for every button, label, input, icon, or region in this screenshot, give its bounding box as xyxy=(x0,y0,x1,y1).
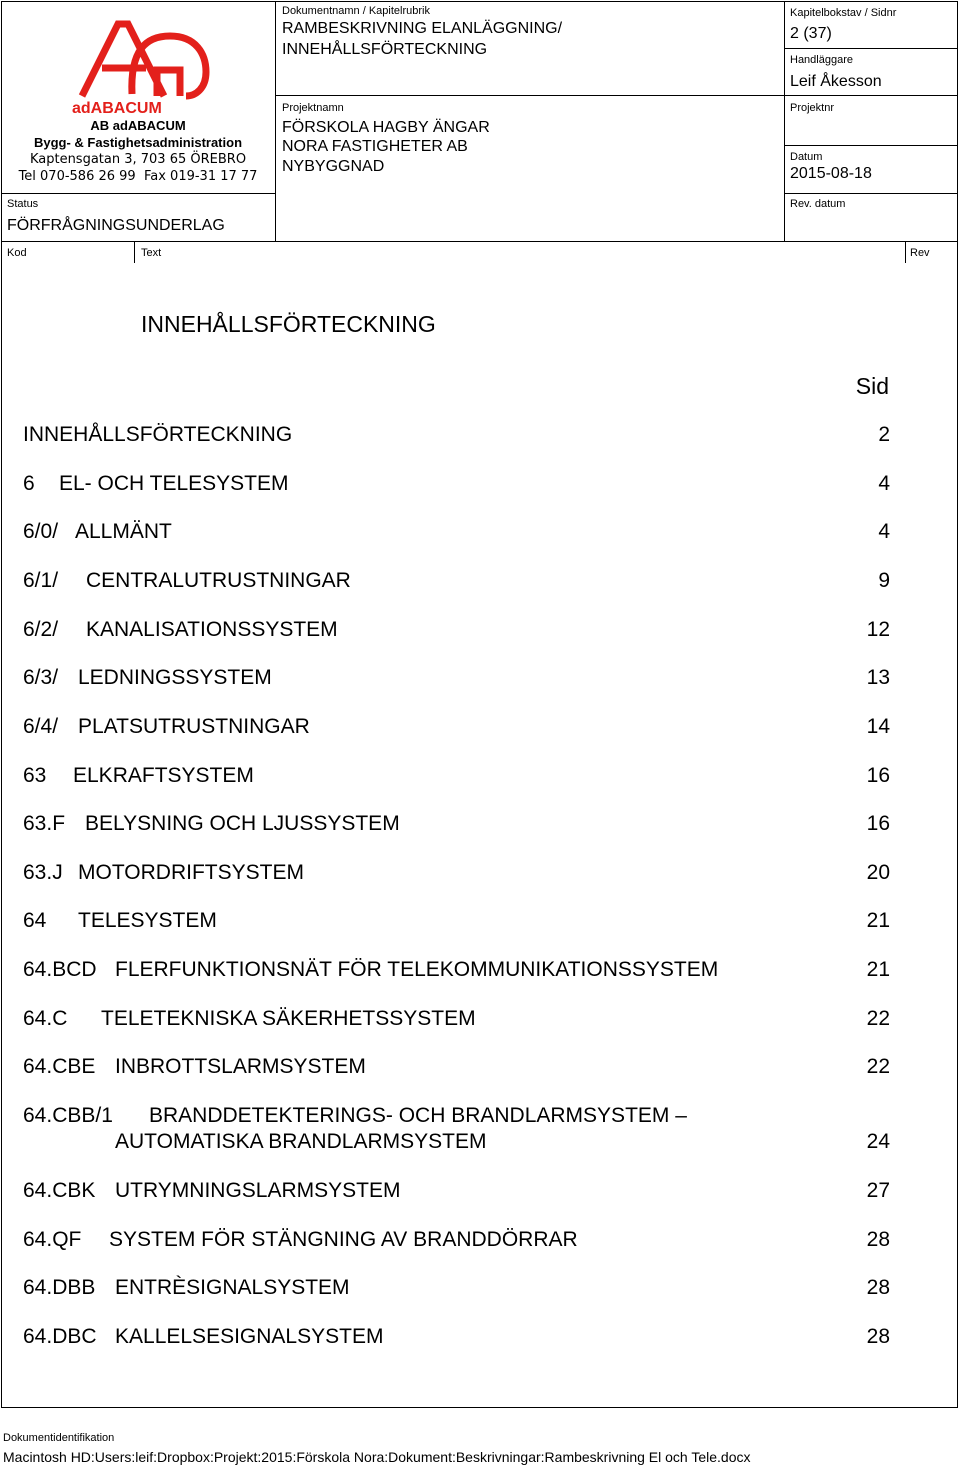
column-rev: Rev xyxy=(910,247,930,259)
date-label: Datum xyxy=(790,151,823,163)
toc-entry-code: 64.C xyxy=(23,1007,68,1030)
toc-entry[interactable] xyxy=(23,1276,890,1300)
divider xyxy=(784,145,958,146)
toc-entry-page: 9 xyxy=(878,569,890,592)
toc-entry-code: 6/1/ xyxy=(23,569,59,592)
toc-entry-code: 64.CBE xyxy=(23,1055,96,1078)
toc-entry-code: 6/4/ xyxy=(23,715,59,738)
toc-entry-code: 64.DBC xyxy=(23,1325,97,1348)
toc-entry-title: FLERFUNKTIONSNÄT FÖR TELEKOMMUNIKATIONSSYSTEM xyxy=(115,958,719,981)
toc-entry-code: 64.DBB xyxy=(23,1276,96,1299)
toc-entry-title: PLATSUTRUSTNINGAR xyxy=(78,715,310,738)
logo-text: adABACUM xyxy=(72,100,162,117)
toc-entry-code: 64.CBB/1 xyxy=(23,1104,113,1127)
toc-entry-title: BELYSNING OCH LJUSSYSTEM xyxy=(85,812,400,835)
project-number-label: Projektnr xyxy=(790,102,835,114)
toc-entry-page: 22 xyxy=(866,1055,890,1078)
handler-label: Handläggare xyxy=(790,54,853,66)
toc-entry-page: 27 xyxy=(866,1179,890,1202)
toc-entry-page: 16 xyxy=(866,812,890,835)
toc-entry-code: 64.BCD xyxy=(23,958,97,981)
toc-entry-title-cont: AUTOMATISKA BRANDLARMSYSTEM xyxy=(115,1130,487,1153)
toc-entry-code: 6 xyxy=(23,472,35,495)
toc-entry[interactable] xyxy=(23,1179,890,1203)
handler-value: Leif Åkesson xyxy=(790,73,882,90)
toc-entry[interactable] xyxy=(23,1007,890,1031)
toc-entry-page: 28 xyxy=(866,1325,890,1348)
divider xyxy=(134,242,135,263)
date-value: 2015-08-18 xyxy=(790,165,872,182)
divider xyxy=(784,193,958,194)
toc-entry-code: 63.J xyxy=(23,861,63,884)
doc-name-label: Dokumentnamn / Kapitelrubrik xyxy=(282,5,430,17)
doc-name-line2: INNEHÅLLSFÖRTECKNING xyxy=(282,41,488,58)
divider xyxy=(905,242,906,263)
company-tagline: Bygg- & Fastighetsadministration xyxy=(33,135,243,150)
toc-entry[interactable] xyxy=(23,618,890,642)
toc-entry[interactable] xyxy=(23,909,890,933)
toc-entry[interactable] xyxy=(23,569,890,593)
project-name-label: Projektnamn xyxy=(282,102,344,114)
toc-entry-page: 22 xyxy=(866,1007,890,1030)
toc-entry-title: INBROTTSLARMSYSTEM xyxy=(115,1055,366,1078)
toc-entry[interactable] xyxy=(23,1325,890,1349)
status-label: Status xyxy=(7,198,39,210)
divider xyxy=(275,1,276,241)
toc-entry-code: 63 xyxy=(23,764,47,787)
toc-entry[interactable] xyxy=(23,666,890,690)
company-address: Kaptensgatan 3, 703 65 ÖREBRO xyxy=(29,152,247,167)
toc-entry-page: 24 xyxy=(866,1130,890,1153)
toc-entry-title: EL- OCH TELESYSTEM xyxy=(59,472,289,495)
toc-entry-title: TELETEKNISKA SÄKERHETSSYSTEM xyxy=(101,1007,476,1030)
toc-entry-code: 6/2/ xyxy=(23,618,59,641)
toc-entry-page: 2 xyxy=(878,423,890,446)
doc-name-line1: RAMBESKRIVNING ELANLÄGGNING/ xyxy=(282,20,563,37)
column-text: Text xyxy=(141,247,162,259)
toc-entry-page: 13 xyxy=(866,666,890,689)
toc-entry-code: 6/0/ xyxy=(23,520,59,543)
divider xyxy=(1,193,275,194)
column-kod: Kod xyxy=(7,247,27,259)
divider xyxy=(784,1,785,241)
toc-entry-title: CENTRALUTRUSTNINGAR xyxy=(86,569,351,592)
toc-entry-title: TELESYSTEM xyxy=(78,909,217,932)
toc-title: INNEHÅLLSFÖRTECKNING xyxy=(141,311,436,337)
toc-page-header: Sid xyxy=(855,373,889,399)
toc-entry[interactable] xyxy=(23,812,890,836)
toc-entry[interactable] xyxy=(23,472,890,496)
toc-entry[interactable] xyxy=(23,1055,890,1079)
company-logo xyxy=(62,10,212,118)
toc-entry-page: 28 xyxy=(866,1276,890,1299)
toc-entry-title: KANALISATIONSSYSTEM xyxy=(86,618,338,641)
toc-entry-title: ALLMÄNT xyxy=(75,520,172,543)
toc-entry-title: ELKRAFTSYSTEM xyxy=(73,764,254,787)
toc-entry-page: 21 xyxy=(866,909,890,932)
toc-entry-code: 64 xyxy=(23,909,47,932)
divider xyxy=(784,95,958,96)
toc-entry-code: 64.QF xyxy=(23,1228,82,1251)
project-name-line3: NYBYGGNAD xyxy=(282,158,385,175)
toc-entry-page: 21 xyxy=(866,958,890,981)
toc-entry-title: INNEHÅLLSFÖRTECKNING xyxy=(23,423,293,446)
toc-entry[interactable] xyxy=(23,423,890,447)
divider xyxy=(275,95,784,96)
footer-document-id: Macintosh HD:Users:leif:Dropbox:Projekt:2015:Förskola Nora:Dokument:Beskrivningar:Rambeskrivning El och Tele.docx xyxy=(3,1449,751,1465)
toc-entry-page: 16 xyxy=(866,764,890,787)
company-phone: Tel 070-586 26 99 Fax 019-31 17 77 xyxy=(18,169,258,184)
toc-entry-title: LEDNINGSSYSTEM xyxy=(78,666,272,689)
footer-label: Dokumentidentifikation xyxy=(3,1432,115,1444)
toc-entry-title: SYSTEM FÖR STÄNGNING AV BRANDDÖRRAR xyxy=(109,1228,578,1251)
toc-entry-title: MOTORDRIFTSYSTEM xyxy=(78,861,304,884)
toc-entry[interactable] xyxy=(23,1104,890,1156)
toc-entry[interactable] xyxy=(23,958,890,982)
toc-entry-page: 4 xyxy=(878,472,890,495)
toc-entry-code: 64.CBK xyxy=(23,1179,96,1202)
toc-entry[interactable] xyxy=(23,520,890,544)
toc-entry-title: UTRYMNINGSLARMSYSTEM xyxy=(115,1179,401,1202)
page-number-label: Kapitelbokstav / Sidnr xyxy=(790,7,897,19)
toc-entry-title: KALLELSESIGNALSYSTEM xyxy=(115,1325,384,1348)
toc-entry[interactable] xyxy=(23,1228,890,1252)
page-number-value: 2 (37) xyxy=(790,25,832,42)
rev-date-label: Rev. datum xyxy=(790,198,846,210)
company-name: AB adABACUM xyxy=(90,118,186,133)
toc-entry-page: 14 xyxy=(866,715,890,738)
toc-entry-code: 63.F xyxy=(23,812,66,835)
toc-entry-page: 20 xyxy=(866,861,890,884)
status-value: FÖRFRÅGNINGSUNDERLAG xyxy=(7,217,225,234)
toc-entry-code: 6/3/ xyxy=(23,666,59,689)
project-name-line2: NORA FASTIGHETER AB xyxy=(282,138,468,155)
toc-entry-page: 4 xyxy=(878,520,890,543)
toc-entry[interactable] xyxy=(23,715,890,739)
toc-entry-page: 12 xyxy=(866,618,890,641)
toc-entry[interactable] xyxy=(23,861,890,885)
toc-entry-title: BRANDDETEKTERINGS- OCH BRANDLARMSYSTEM – xyxy=(149,1104,687,1127)
toc-entry-page: 28 xyxy=(866,1228,890,1251)
project-name-line1: FÖRSKOLA HAGBY ÄNGAR xyxy=(282,119,490,136)
toc-entry-title: ENTRÈSIGNALSYSTEM xyxy=(115,1276,350,1299)
toc-entry[interactable] xyxy=(23,764,890,788)
divider xyxy=(784,48,958,49)
